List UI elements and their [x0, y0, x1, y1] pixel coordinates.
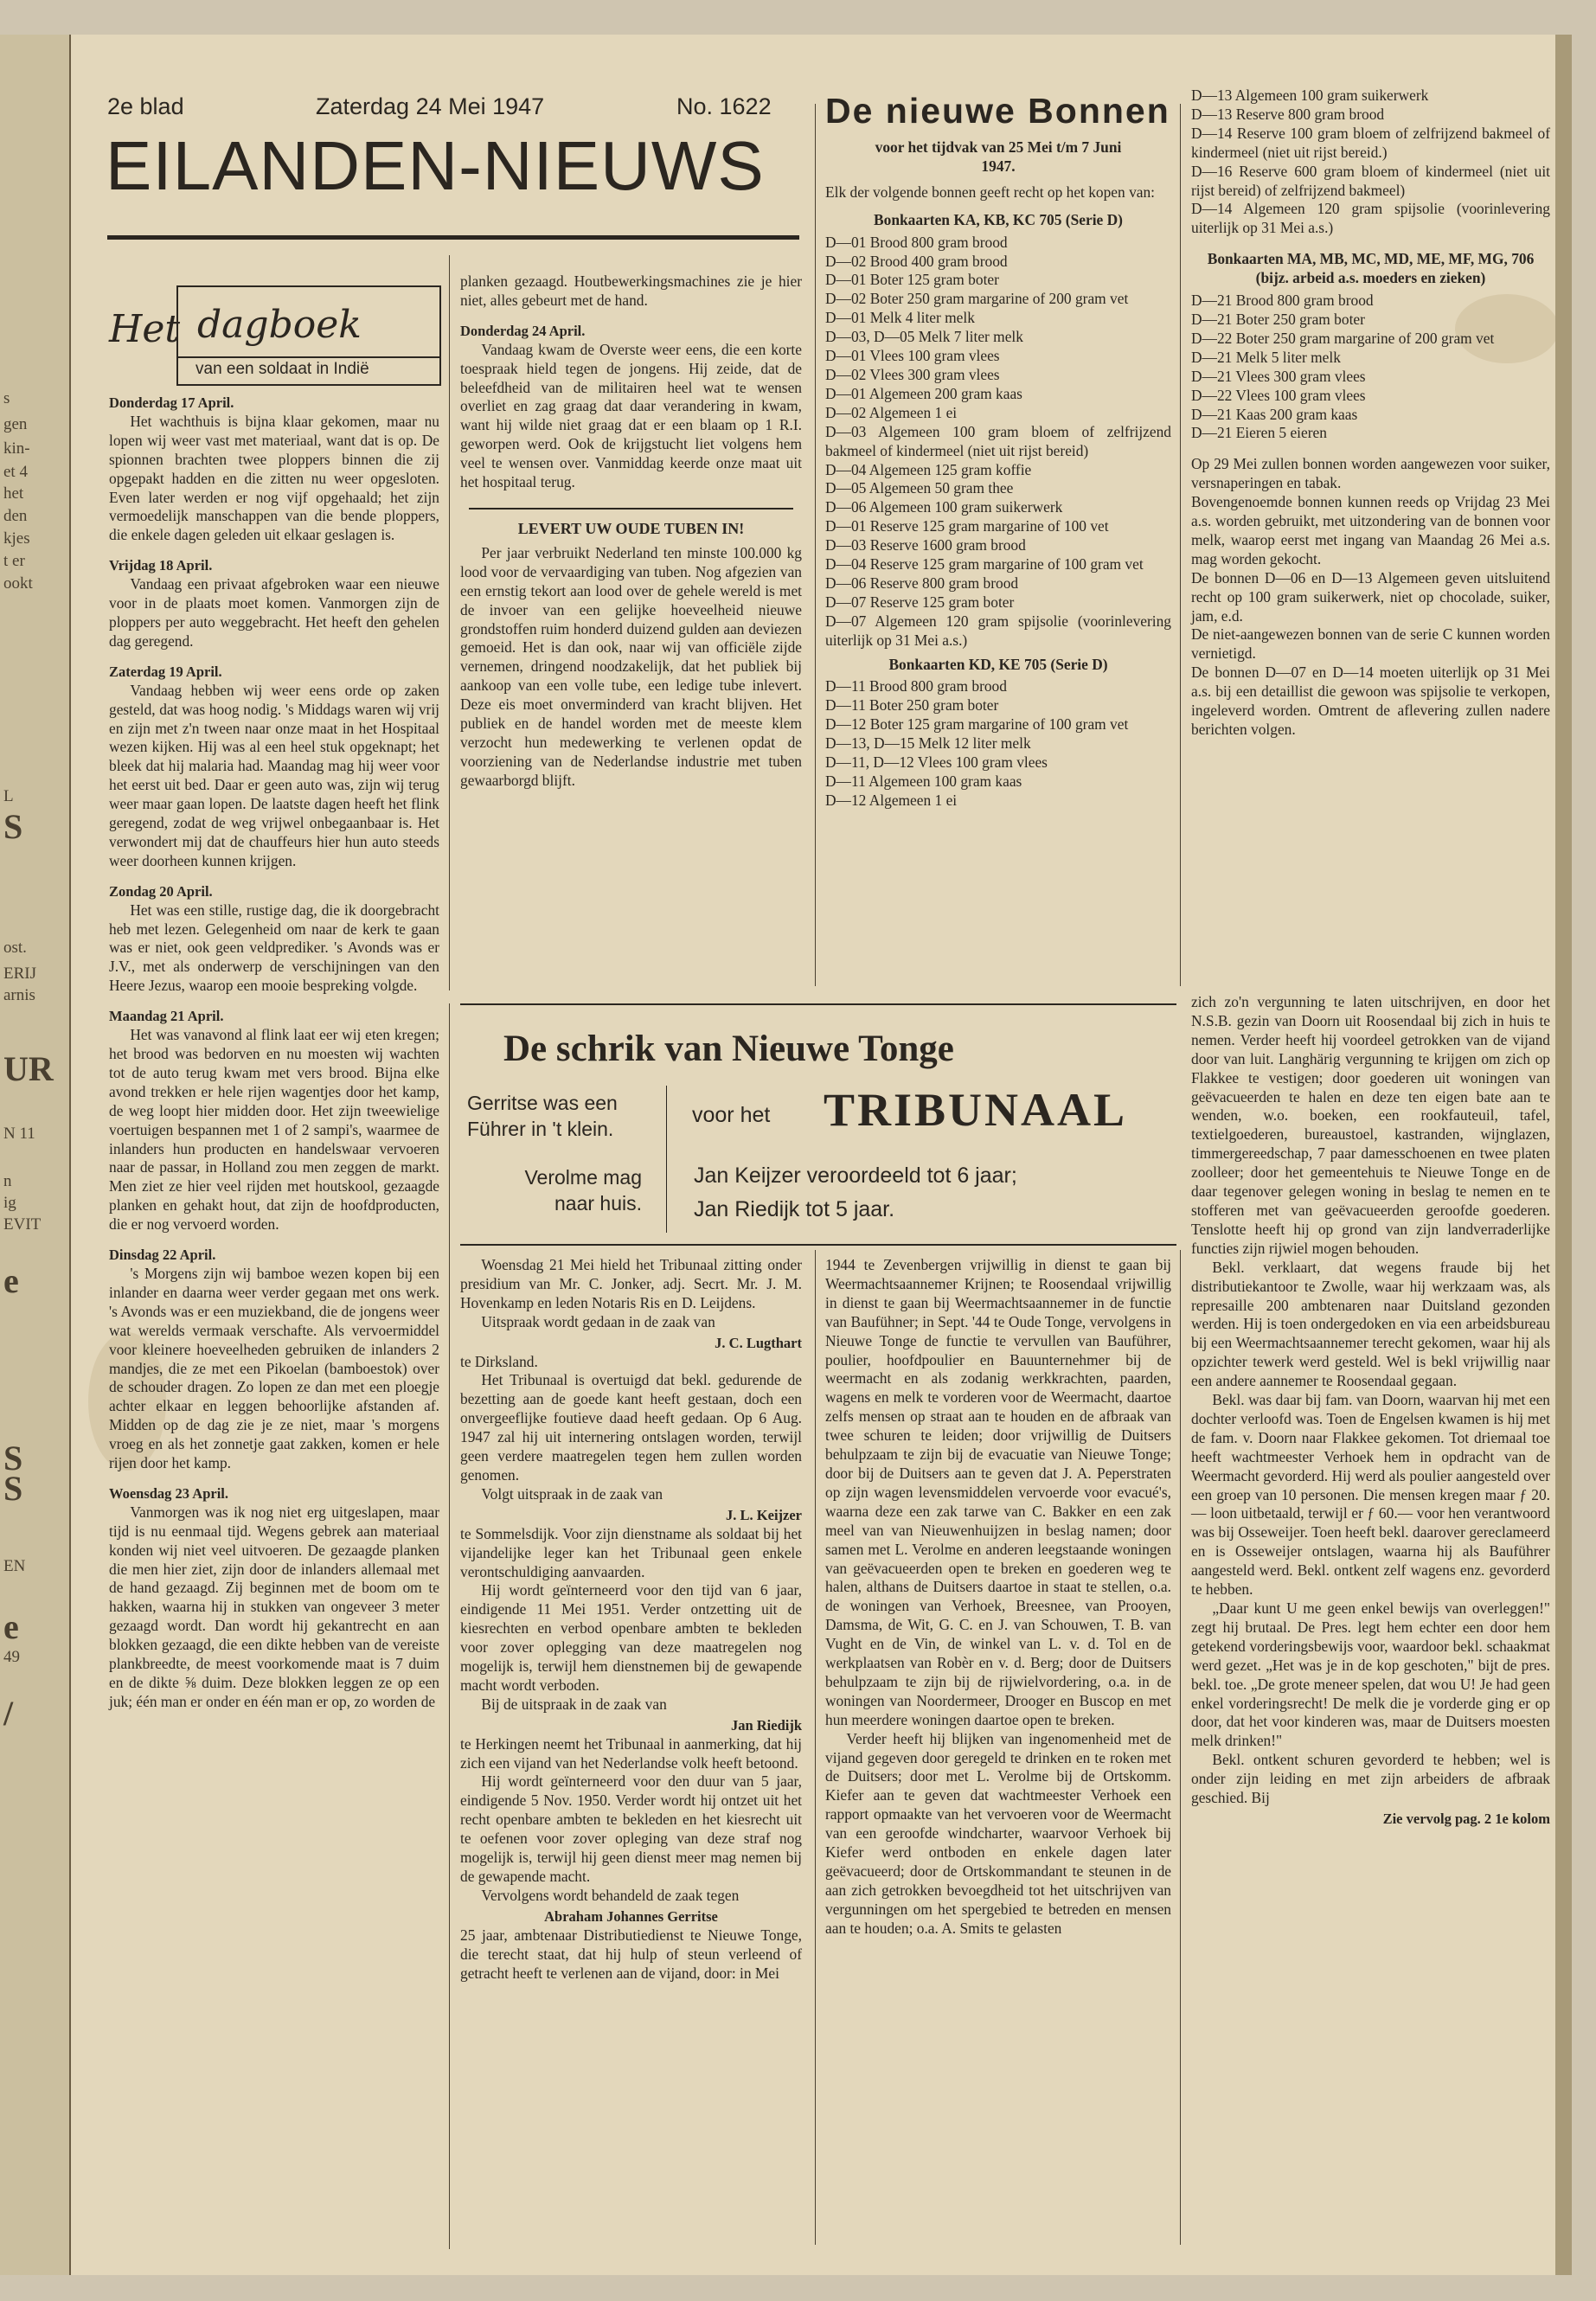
- tribunaal-text: Bekl. ontkent schuren gevorderd te hebben; wel is onder zijn leiding en met zijn arbeiders de afbraak geschied. Bij: [1191, 1751, 1550, 1807]
- tribunaal-name: Zie vervolg pag. 2 1e kolom: [1382, 1810, 1550, 1827]
- bon-item: D—21 Melk 5 liter melk: [1191, 348, 1341, 366]
- tribunaal-top-rule: [460, 1003, 1176, 1005]
- tribunaal-inner-divider: [666, 1086, 667, 1233]
- bon-item: D—01 Melk 4 liter melk: [825, 309, 975, 327]
- tuben-title: LEVERT UW OUDE TUBEN IN!: [517, 519, 745, 537]
- dagboek-entry-text: 's Morgens zijn wij bamboe wezen kopen bij een inlander en daarna weer verder gegaan met ons werk. 's Avonds was er een muziekband, die de jongens weer wat werelds vermaak verschafte. Als vervoermiddel voor kleinere hoeveelheden gebruiken de inlanders 2 mandjes, die ze met een Pikoelan (bamboestok) over de schouder dragen. Zo lopen ze dan met een ploegje achter elkaar en leggen behoorlijke afstanden af. Midden op de dag zie je ze niet, maar 's morgens vroeg en als het zonnetje gaat zakken, komen er hele rijen door het kamp.: [109, 1264, 439, 1472]
- tribunaal-text: Verder heeft hij blijken van ingenomenheid met de vijand gegeven door geregeld te drinken en te roken met de Duitsers; door met L. Verolme bij de Ortskomm. Kiefer aan te geven dat wachtmeester Verhoek een rapport opmaakte van het vervoeren voor de Weermacht van een geroofde windcharter, waarvoor Verhoek bij Kiefer werd ontboden en enkele dagen later geëvacueerd; door de Ortskommandant te steunen in de aan zich getrokken bevoegdheid tot het uitschrijven van vergunningen om het spergebied te betreden en mensen aan te houden; o.a. A. Smits te gelasten: [825, 1729, 1171, 1937]
- bon-item: D—07 Algemeen 120 gram spijsolie (voorinlevering uiterlijk op 31 Mei a.s.): [825, 612, 1171, 649]
- bon-item: D—01 Reserve 125 gram margarine of 100 vet: [825, 517, 1109, 535]
- dagboek-entry-text: Vandaag hebben wij weer eens orde op zaken gesteld, dat was hoog nodig. 's Middags waren wij vrij en zijn met z'n tween naar onze maat in het Hospitaal wezen kijken. Hij was al een heel stuk opgeknapt; het bleek dat hij malaria had. Maandag mag hij weer voor het eerst uit bed. Daar er geen auto was, zijn wij terug weer maar gaan lopen. De laatste dagen heeft het flink geregend, zodat de weg vrijwel onbegaanbaar is. Het verwondert mij dat de chauffeurs hier hun auto steeds weer doorheen kunnen krijgen.: [109, 681, 439, 869]
- bonnen-note: De bonnen D—06 en D—13 Algemeen geven uitsluitend recht op 100 gram suikerwerk, niet op chocolade, suiker, jam, e.d.: [1191, 568, 1550, 625]
- previous-page-fragment: t er: [3, 552, 25, 570]
- dagboek-subtitle: van een soldaat in Indië: [195, 360, 369, 378]
- bonnen-column: [825, 137, 1171, 811]
- bon-item: D—04 Algemeen 125 gram koffie: [825, 460, 1032, 478]
- tribunaal-text: Het Tribunaal is overtuigd dat bekl. gedurende de bezetting aan de goede kant heeft gestaan, doch een onvergeeflijke foutieve daad heeft gedaan. Op 6 Aug. 1947 zal hij uit internering ontslagen worden, terwijl geen verdere maatregelen tegen hem zullen worden genomen.: [460, 1371, 802, 1484]
- tribunaal-subheading-1: Jan Keijzer veroordeeld tot 6 jaar;: [694, 1163, 1017, 1188]
- previous-page-edge: [0, 35, 72, 2275]
- bonnen-column-right: [1191, 87, 1550, 740]
- dagboek-entry-text: Vandaag een privaat afgebroken waar een nieuwe voor in de plaats moet komen. Vanmorgen zijn de ploppers per auto weggebracht. Het heeft den gehelen dag geregend.: [109, 575, 439, 650]
- previous-page-fragment: kin-: [3, 439, 30, 458]
- previous-page-fragment: S: [3, 1469, 23, 1508]
- bon-item: D—13, D—15 Melk 12 liter melk: [825, 734, 1031, 753]
- previous-page-fragment: kjes: [3, 529, 30, 548]
- page-edge: [1555, 35, 1572, 2275]
- bon-item: D—02 Brood 400 gram brood: [825, 252, 1008, 270]
- tribunaal-column-3: [1191, 993, 1550, 1829]
- bon-item: D—06 Reserve 800 gram brood: [825, 574, 1019, 592]
- previous-page-fragment: e: [3, 1607, 19, 1646]
- previous-page-fragment: EN: [3, 1557, 26, 1575]
- column-divider: [815, 1250, 816, 2245]
- previous-page-fragment: /: [3, 1694, 14, 1733]
- dagboek-entry-text: Vandaag kwam de Overste weer eens, die een korte toespraak hield tegen de jongens. Hij zeide, dat de beleefdheid van de militairen heel wat te wensen overliet en zag graag dat daar verandering in kwam, want hij wilde niet graag dat er een blaam op 1 R.I. geworpen werd. Ook de krijgstucht liet volgens hem veel te wensen over. Vanmiddag keerde onze maat uit het hospitaal terug.: [460, 340, 802, 491]
- previous-page-fragment: ERIJ: [3, 965, 36, 983]
- tribunaal-name: Jan Riedijk: [730, 1716, 802, 1734]
- dagboek-entry-text: Het was een stille, rustige dag, die ik doorgebracht heb met lezen. Gelegenheid om naar de kerk te gaan was er niet, ook geen veldprediker. 's Avonds was er J.V., met als onderwerp de verschijningen van den Heere Jezus, waarop een mooie bespreking volgde.: [109, 901, 439, 995]
- tribunaal-header-rule: [460, 1244, 1176, 1246]
- bonnen-head: Bonkaarten KD, KE 705 (Serie D): [888, 655, 1108, 673]
- bon-item: D—01 Vlees 100 gram vlees: [825, 347, 1000, 365]
- bon-item: D—12 Algemeen 1 ei: [825, 791, 958, 809]
- column-divider: [1180, 104, 1181, 986]
- previous-page-fragment: n: [3, 1172, 12, 1190]
- tribunaal-subheading-2: Jan Riedijk tot 5 jaar.: [694, 1197, 895, 1221]
- tribunaal-text: Bekl. was daar bij fam. van Doorn, waarvan hij met een dochter verloofd was. Toen de Engelsen kwamen is hij met de fam. v. Doorn naar Flakkee gekomen. Tot driemaal toe heeft wachtmeester Verhoek hem in opdracht van de Weermacht gevorderd. Hij werd als poulier aangesteld over een groep van 10 personen. Die mensen kregen maar ƒ 20.— loon uitbetaald, terwijl er ƒ 60.— voor hen verantwoord was bij Osseweijer. Toen heeft bekl. daarover gereclameerd en is Osseweijer ontslagen, waarna hij als Bauführer aangesteld werd. Bekl. ontkent zelf wagens enz. gevorderd te hebben.: [1191, 1391, 1550, 1599]
- previous-page-fragment: L: [3, 787, 14, 805]
- tribunaal-text: 1944 te Zevenbergen vrijwillig in dienst te gaan bij Weermachtsaannemer Krijnen; te Roosendaal vrijwillig in dienst te gaan bij Weermachtsaannemer in de functie van Baufühner; in Sept. '44 te Oude Tonge, vervolgens in Nieuwe Tonge de functie te vervullen van Bauführer, poulier, hoofdpoulier en Bauunternehmer bij de weermacht en als zodanig werkkrachten, paarden, wagens en melk te vorderen voor de Weermacht, daartoe zelfs mensen op straat aan te houden en de afbraak van twee schuren te leiden; door vrijwillig de Duitsers behulpzaam te zijn bij de evacuatie van Nieuwe Tonge; door bij de Duitsers aan te geven dat J. A. Peperstraten op zijn wagen levensmiddelen vervoerde voor evacué's, waarna deze een zak tarwe van C. Bakker en een zak meel van van Nieuwenhuijzen in beslag namen; door samen met L. Verolme en anderen leegstaande woningen van geëvacueerden open te breken en goederen weg te halen, althans de Duitsers daartoe in staat te stellen, o.a. de woningen van Verhoek, Breesnee, van Prooyen, Damsma, de Wit, G. C. en J. van Schouwen, T. B. van Vught en de Vin, de winkel van L. v. d. Tol en de werkplaatsen van Robèr en v. d. Berg; door de Duitsers behulpzaam te zijn bij de rijwielvordering, o.a. in de woningen van Noordermeer, Drooger en Buscop en met hun meerdere woningen daartoe open te breken.: [825, 1256, 1171, 1728]
- bon-item: D—11 Brood 800 gram brood: [825, 677, 1007, 695]
- tribunaal-left-b: Verolme mag naar huis.: [524, 1166, 642, 1215]
- bon-item: D—02 Vlees 300 gram vlees: [825, 365, 1000, 383]
- bon-item: D—01 Brood 800 gram brood: [825, 233, 1008, 251]
- bon-item: D—12 Boter 125 gram margarine of 100 gram vet: [825, 715, 1129, 734]
- tribunaal-name: J. L. Keijzer: [726, 1506, 802, 1523]
- previous-page-fragment: S: [3, 1439, 23, 1477]
- bonnen-head: Bonkaarten KA, KB, KC 705 (Serie D): [874, 210, 1123, 228]
- tribunaal-column-1: [460, 1256, 802, 1983]
- bonnen-subtitle: voor het tijdvak van 25 Mei t/m 7 Juni 1947.: [875, 138, 1122, 175]
- bonnen-title: De nieuwe Bonnen: [825, 91, 1170, 131]
- tribunaal-text: Vervolgens wordt behandeld de zaak tegen: [481, 1886, 740, 1904]
- bon-item: D—22 Vlees 100 gram vlees: [1191, 386, 1366, 404]
- previous-page-fragment: ost.: [3, 939, 27, 957]
- dagboek-entry-date: Donderdag 17 April.: [109, 394, 234, 411]
- tribunaal-text: Uitspraak wordt gedaan in de zaak van: [481, 1312, 715, 1330]
- tribunaal-text: te Dirksland.: [460, 1352, 538, 1370]
- bon-item: D—02 Boter 250 gram margarine of 200 gram vet: [825, 290, 1129, 308]
- spacer: [1191, 443, 1550, 455]
- bon-item: D—13 Reserve 800 gram brood: [1191, 105, 1385, 123]
- previous-page-fragment: ookt: [3, 574, 33, 593]
- previous-page-fragment: gen: [3, 415, 28, 433]
- tribunaal-text: Bekl. verklaart, dat wegens fraude bij het distributiekantoor te Zwolle, waar hij werkzaam was, als represaille 200 ambtenaren naar Duitsland gezonden werden. Hij is toen ondergedoken en via een arbeidsbureau bij een Weermachtsaannemer terecht gekomen, waar hij als opzichter tewerk werd gesteld. Wel is bekl vrijwillig naar een andere aannemer te Roosendaal gegaan.: [1191, 1258, 1550, 1390]
- tribunaal-text: te Herkingen neemt het Tribunaal in aanmerking, dat hij zich een vijand van het Nederlandse volk heeft betoond.: [460, 1734, 802, 1772]
- section-rule: [469, 508, 793, 510]
- dagboek-continuation-column: [460, 272, 802, 791]
- bonnen-head: Bonkaarten MA, MB, MC, MD, ME, MF, MG, 706 (bijz. arbeid a.s. moeders en zieken): [1207, 250, 1535, 287]
- tribunaal-title: De schrik van Nieuwe Tonge: [503, 1029, 954, 1069]
- bon-item: D—11 Algemeen 100 gram kaas: [825, 772, 1022, 790]
- bonnen-note: De bonnen D—07 en D—14 moeten uiterlijk op 31 Mei a.s. bij een detaillist die gewoon was spijsolie te verkopen, ingeleverd worden. Omtrent de aflevering zullen nadere berichten volgen.: [1191, 663, 1550, 738]
- masthead-number: No. 1622: [676, 93, 772, 119]
- dagboek-entry-text: Het was vanavond al flink laat eer wij eten kregen; het brood was bedorven en nu moesten wij wachten tot de auto terug kwam met vers brood. Bijna elke avond trekken er hele rijen wagentjes door het kamp, de weg loopt hier midden door. Het zijn tweewielige voertuigen bespannen met 1 of 2 sampi's, waarmee de inlanders hun producten en handelswaar vervoeren naar de passar, in Holland zou men zeggen de markt. Men ziet ze hier veel rijden met houtskool, gezaagde planken en gehakt hout, dat zijn de hoofdproducten, die er nog vervoerd worden.: [109, 1026, 439, 1234]
- previous-page-fragment: UR: [3, 1049, 54, 1088]
- previous-page-fragment: het: [3, 484, 24, 503]
- dagboek-entry-text: Vanmorgen was ik nog niet erg uitgeslapen, maar tijd is nu eenmaal tijd. Wegens gebrek aan materiaal konden wij niet veel uitvoeren. De gezaagde planken die men hier ziet, zijn door de inlanders allemaal met de hand gezaagd. Zij beginnen met de boom om te hakken, waarna hij in stukken van ongeveer 3 meter gezaagd wordt. Dan wordt hij gekantrecht en aan blokken gezaagd, die een dikte hebben van de vereiste plankbreedte, de meest voorkomende maat is 7 duim en de dikte ⅝ duim. Deze blokken leggen ze op een juk; één man er onder en één man er op, zo worden de: [109, 1503, 439, 1710]
- dagboek-entry-text: Het wachthuis is bijna klaar gekomen, maar nu lopen wij weer vast met materiaal, want dat is op. De spionnen brachten twee ploppers binnen die zij opgepakt hadden en die zitten nu weer opgesloten. Even later werden er nog vijf opgehaald; het zijn vermoedelijk manschappen van die bende ploppers, die enkele dagen geleden uit elkaar geslagen is.: [109, 412, 439, 544]
- bon-item: D—01 Algemeen 200 gram kaas: [825, 384, 1022, 402]
- bon-item: D—01 Boter 125 gram boter: [825, 271, 999, 289]
- bon-item: D—21 Vlees 300 gram vlees: [1191, 367, 1366, 385]
- column-divider: [1180, 1250, 1181, 2245]
- dagboek-entry-date: Dinsdag 22 April.: [109, 1247, 216, 1264]
- bon-item: D—22 Boter 250 gram margarine of 200 gram vet: [1191, 329, 1495, 347]
- masthead-date: Zaterdag 24 Mei 1947: [316, 93, 545, 119]
- column-divider: [449, 255, 450, 990]
- bon-item: D—13 Algemeen 100 gram suikerwerk: [1191, 87, 1429, 104]
- bon-item: D—02 Algemeen 1 ei: [825, 403, 958, 421]
- previous-page-fragment: 49: [3, 1648, 20, 1666]
- dagboek-column: [109, 394, 439, 1712]
- newspaper-page: [71, 35, 1572, 2275]
- previous-page-fragment: ig: [3, 1194, 16, 1212]
- previous-page-fragment: et 4: [3, 463, 28, 481]
- tribunaal-heading: TRIBUNAAL: [824, 1084, 1128, 1136]
- bon-item: D—21 Eieren 5 eieren: [1191, 424, 1327, 442]
- bon-item: D—14 Reserve 100 gram bloem of zelfrijzend bakmeel of kindermeel (niet uit rijst bereid.): [1191, 124, 1550, 161]
- bon-item: D—03 Reserve 1600 gram brood: [825, 536, 1026, 554]
- masthead-blad: 2e blad: [107, 93, 184, 119]
- bonnen-intro: Elk der volgende bonnen geeft recht op het kopen van:: [825, 183, 1156, 201]
- tribunaal-text: te Sommelsdijk. Voor zijn dienstname als soldaat bij het vijandelijke leger kan het Tribunaal geen enkele verontschuldiging aanvaarden.: [460, 1524, 802, 1580]
- bonnen-note: Op 29 Mei zullen bonnen worden aangewezen voor suiker, versnaperingen en tabak.: [1191, 455, 1550, 492]
- bon-item: D—16 Reserve 600 gram bloem of kindermeel (niet uit rijst bereid) of zelfrijzend bakmeel): [1191, 162, 1550, 199]
- bon-item: D—07 Reserve 125 gram boter: [825, 593, 1015, 611]
- dagboek-continuation: planken gezaagd. Houtbewerkingsmachines zie je hier niet, alles gebeurt met de hand.: [460, 272, 802, 309]
- dagboek-entry-date: Donderdag 24 April.: [460, 322, 586, 339]
- tribunaal-name: J. C. Lugthart: [715, 1334, 802, 1351]
- bon-item: D—06 Algemeen 100 gram suikerwerk: [825, 498, 1063, 516]
- tribunaal-text: Woensdag 21 Mei hield het Tribunaal zitting onder presidium van Mr. C. Jonker, adj. Secrt. Mr. J. M. Hovenkamp en leden Notaris Ris en D. Leijdens.: [460, 1256, 802, 1311]
- bon-item: D—04 Reserve 125 gram margarine of 100 gram vet: [825, 555, 1144, 574]
- dagboek-header-box: [176, 285, 441, 386]
- previous-page-fragment: S: [3, 807, 23, 846]
- previous-page-fragment: EVIT: [3, 1215, 42, 1234]
- tribunaal-text: Hij wordt geïnterneerd voor den duur van 5 jaar, eindigende 5 Nov. 1950. Verder wordt hij ontzet uit het recht openbare ambten te bekleden en het kiesrecht uit te oefenen voor zover opleging van deze straf nog mogelijk is, terwijl hij geen dienst meer mag nemen bij de gewapende macht.: [460, 1772, 802, 1885]
- tuben-text: Per jaar verbruikt Nederland ten minste 100.000 kg lood voor de vervaardiging van tuben. Nog afgezien van een ernstig tekort aan lood over de gehele wereld is met de invoer van een gelijke hoeveelheid nieuwe grondstoffen ruim honderd duizend gulden aan deviezen gemoeid. Het is dan ook, naar wij van officiële zijde vernemen, dringend noodzakelijk, dat het publiek bij aankoop van een volle tube, een ledige tube inlevert. Deze eis moet onverminderd van kracht blijven. Het publiek en de handel worden met de meeste klem verzocht hun medewerking te verlenen opdat de voorziening van de Nederlandse industrie met tuben gewaarborgd blijft.: [460, 543, 802, 789]
- dagboek-entry-date: Maandag 21 April.: [109, 1008, 224, 1025]
- previous-page-fragment: s: [3, 389, 10, 407]
- dagboek-rule: [178, 356, 439, 358]
- column-divider: [815, 104, 816, 986]
- tribunaal-text: Bij de uitspraak in de zaak van: [481, 1695, 667, 1713]
- previous-page-fragment: den: [3, 507, 28, 525]
- bon-item: D—14 Algemeen 120 gram spijsolie (voorinlevering uiterlijk op 31 Mei a.s.): [1191, 200, 1550, 237]
- previous-page-fragment: N 11: [3, 1125, 35, 1143]
- bon-item: D—21 Boter 250 gram boter: [1191, 310, 1365, 328]
- dagboek-het: Het: [109, 307, 181, 351]
- tribunaal-text: zich zo'n vergunning te laten uitschrijven, en door het N.S.B. gezin van Doorn uit Roosendaal bij zich in huis te nemen. Verder heeft hij voordeel getrokken van de vijand door van luit. Langhärig vergunning te krijgen om zich op Flakkee te vestigen; door goederen uit woningen van geëvacueerden te halen en deze ten eigen bate aan te wenden, w.o. boeken, een rookfauteuil, tafel, textielgoederen, bureaustoel, kastranden, wijnglazen, timmergereedschap, 7 paar damesschoenen en twee platen zoolleer; door het gemeentehuis te Nieuwe Tonge en de daar tegenover gelegen woning in beslag te nemen en te stofferen met van geëvacueerden geroofde goederen. Tenslotte heeft hij op grond van zijn landverraderlijke functies zijn rijwiel mogen behouden.: [1191, 993, 1550, 1257]
- tribunaal-text: „Daar kunt U me geen enkel bewijs van overleggen!" zegt hij brutaal. De Pres. legt hem echter een door hem getekend vorderingsbewijs voor, waardoor bekl. schaakmat werd gezet. „Het was je in de kop geschoten," bijt de pres. bekl. toe. „De grote meneer spelen, dat wou U! Je had geen enkel vorderingsrecht! De melk die je vorderde ging er op door, dat het voor kinderen was, maar de Duitsers moesten melk drinken!": [1191, 1599, 1550, 1750]
- bon-item: D—05 Algemeen 50 gram thee: [825, 479, 1014, 497]
- tribunaal-text: Volgt uitspraak in de zaak van: [481, 1484, 663, 1503]
- dagboek-entry-date: Woensdag 23 April.: [109, 1484, 228, 1502]
- tribunaal-text: 25 jaar, ambtenaar Distributiedienst te Nieuwe Tonge, die terecht staat, dat hij hulp of steun verleend of getracht heeft te verlenen aan de vijand, door: in Mei: [460, 1926, 802, 1982]
- tribunaal-column-2: [825, 1256, 1171, 1939]
- bon-item: D—21 Brood 800 gram brood: [1191, 292, 1374, 310]
- dagboek-entry-date: Zondag 20 April.: [109, 882, 213, 900]
- tribunaal-voor-het: voor het: [692, 1103, 771, 1127]
- bon-item: D—11 Boter 250 gram boter: [825, 696, 999, 715]
- bonnen-note: Bovengenoemde bonnen kunnen reeds op Vrijdag 23 Mei a.s. worden gebruikt, met uitzondering van de bonnen voor melk, waarop eerst met ingang van Maandag 26 Mei a.s. mag worden gekocht.: [1191, 493, 1550, 567]
- previous-page-fragment: arnis: [3, 986, 35, 1004]
- bon-item: D—03 Algemeen 100 gram bloem of zelfrijzend bakmeel of kindermeel (niet uit rijst bereid): [825, 422, 1171, 459]
- tribunaal-text: Hij wordt geïnterneerd voor den tijd van 6 jaar, eindigende 11 Mei 1951. Verder ontzetting uit de kiesrechten en verbod openbare ambten te bekleden voor zover oplegging van deze maatregelen nog mogelijk is, terwijl hem dienstnemen bij de gewapende macht wordt verboden.: [460, 1581, 802, 1694]
- masthead-title: EILANDEN-NIEUWS: [106, 127, 765, 204]
- previous-page-fragment: e: [3, 1261, 19, 1300]
- dagboek-title: dagboek: [197, 303, 362, 347]
- dagboek-entry-date: Zaterdag 19 April.: [109, 663, 222, 680]
- bonnen-note: De niet-aangewezen bonnen van de serie C kunnen worden vernietigd.: [1191, 625, 1550, 663]
- dagboek-entry-date: Vrijdag 18 April.: [109, 557, 213, 574]
- tribunaal-left-a: Gerritse was een Führer in 't klein.: [467, 1092, 618, 1140]
- bon-item: D—11, D—12 Vlees 100 gram vlees: [825, 753, 1048, 772]
- masthead-rule: [107, 235, 799, 240]
- bon-item: D—21 Kaas 200 gram kaas: [1191, 405, 1358, 423]
- bon-item: D—03, D—05 Melk 7 liter melk: [825, 328, 1023, 346]
- tribunaal-name: Abraham Johannes Gerritse: [544, 1907, 718, 1925]
- column-divider: [449, 1003, 450, 2249]
